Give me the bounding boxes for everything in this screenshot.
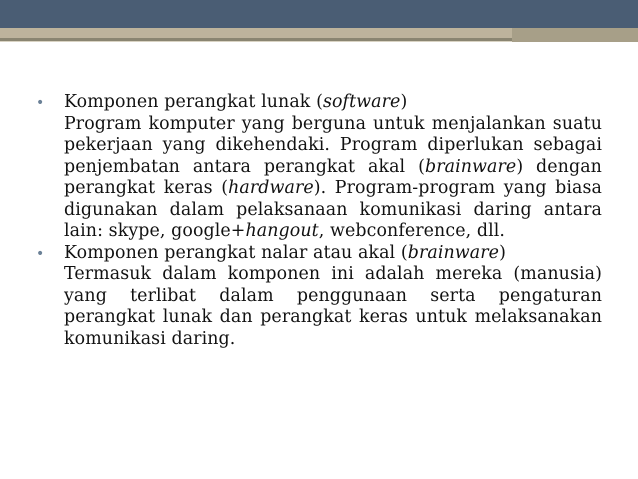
bullet-dot-icon: •: [36, 245, 45, 262]
software-description: Program komputer yang berguna untuk menjalankan suatu pekerjaan yang dikehendaki. Program diperlukan sebagai penjembatan antara perangkat akal (brainware) dengan perangkat keras (hardware). Program-program yang biasa digunakan dalam pelaksanaan komunikasi daring antara lain: skype, google+hangout, webconference, dll.: [64, 113, 603, 241]
bullet-dot-icon: •: [36, 95, 45, 111]
bullet-software: • Komponen perangkat lunak (software): [36, 92, 602, 114]
header-bar: [0, 0, 638, 28]
brainware-description: Termasuk dalam komponen ini adalah mereka (manusia) yang terlibat dalam penggunaan serta pengaturan perangkat lunak dan perangkat keras untuk melaksanakan komunikasi daring.: [64, 264, 602, 349]
header-corner-block: [512, 28, 638, 42]
slide-body: [36, 92, 602, 350]
bullet-brainware: • Komponen perangkat nalar atau akal (brainware): [36, 243, 602, 265]
